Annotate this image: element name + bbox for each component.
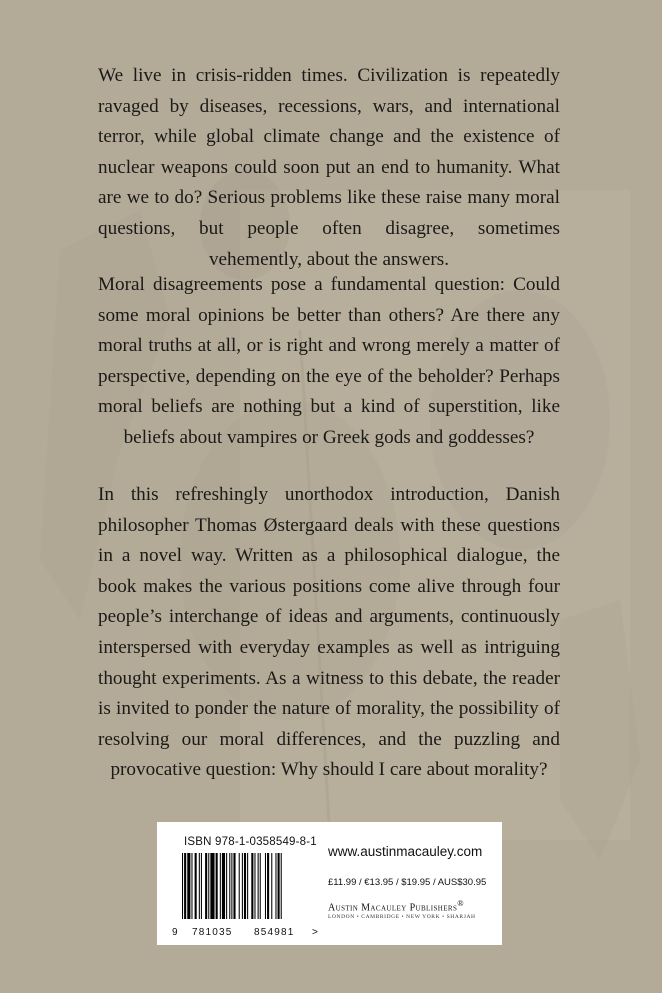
barcode-bar (226, 853, 227, 927)
barcode-bar (242, 853, 243, 927)
barcode-bar (278, 853, 280, 927)
barcode-bar (191, 853, 192, 927)
publisher-website: www.austinmacauley.com (328, 844, 483, 859)
barcode-bar (254, 853, 255, 927)
barcode-bar (275, 853, 276, 927)
price-list: £11.99 / €13.95 / $19.95 / AUS$30.95 (328, 877, 487, 888)
barcode-bar (201, 853, 202, 927)
barcode-bar (184, 853, 186, 927)
barcode-bar (229, 853, 230, 927)
publisher-name-text: Austin Macauley Publishers (328, 902, 458, 914)
barcode-bar (251, 853, 253, 927)
barcode-bar (247, 853, 248, 927)
barcode-bar (210, 853, 214, 927)
barcode-bar (258, 853, 259, 927)
barcode-bar (195, 853, 197, 927)
barcode-bar (231, 853, 232, 927)
barcode-bar (187, 853, 190, 927)
barcode-bar (199, 853, 200, 927)
barcode-digits-left: 781035 (192, 927, 233, 938)
blurb-paragraph-1: We live in crisis-ridden times. Civilization is repeatedly ravaged by diseases, recessions, wars, and international terror, while global climate change and the existence of nuclear weapons could soon put an end to humanity. What are we to do? Serious problems like these raise many moral questions, but people often disagree, sometimes vehemently, about the answers. (98, 65, 560, 270)
barcode-digit-lead: 9 (172, 927, 178, 938)
blurb-paragraph-2: Moral disagreements pose a fundamental question: Could some moral opinions be better than others? Are there any moral truths at all, or is right and wrong merely a matter of perspective, depending on the eye of the beholder? Perhaps moral beliefs are nothing but a kind of superstition, like beliefs about vampires or Greek gods and goddesses? (98, 274, 560, 448)
barcode-bar (220, 853, 221, 927)
barcode-bar (233, 853, 235, 927)
blurb-paragraph-3: In this refreshingly unorthodox introduction, Danish philosopher Thomas Østergaard deals with these questions in a novel way. Written as a philosophical dialogue, the book makes the various positions come alive through four people’s interchange of ideas and arguments, continuously interspersed with everyday examples as well as intriguing thought experiments. As a witness to this debate, the reader is invited to ponder the nature of morality, the possibility of resolving our moral differences, and the puzzling and provocative question: Why should I care about morality? (98, 484, 560, 781)
barcode-bar (205, 853, 207, 927)
barcode-panel (157, 822, 502, 945)
barcode-bar (244, 853, 246, 927)
barcode-bar (222, 853, 225, 927)
publisher-cities: LONDON • CAMBRIDGE • NEW YORK • SHARJAH (328, 914, 476, 920)
barcode-graphic (172, 853, 324, 939)
barcode-bar (281, 853, 282, 927)
publisher-name (328, 899, 464, 913)
barcode-bar (265, 853, 266, 927)
barcode-bar (260, 853, 261, 927)
barcode-bar (239, 853, 240, 927)
barcode-bar (208, 853, 209, 927)
isbn-label: ISBN 978-1-0358549-8-1 (184, 836, 317, 848)
registered-mark: ® (457, 899, 464, 908)
barcode-bar (271, 853, 272, 927)
barcode-bar (267, 853, 269, 927)
barcode-quiet-mark: > (312, 927, 318, 938)
barcode-bar (216, 853, 218, 927)
barcode-bar (182, 853, 183, 927)
barcode-digits-right: 854981 (254, 927, 295, 938)
